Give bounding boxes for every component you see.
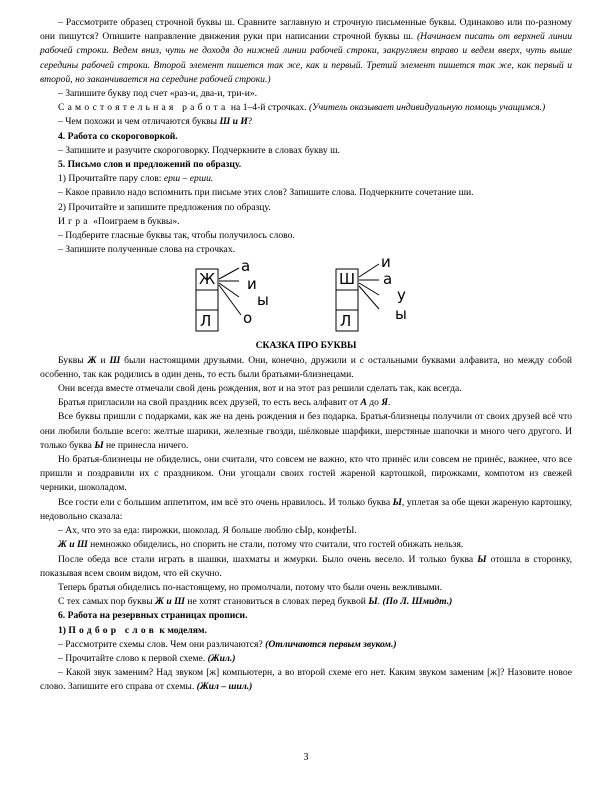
diagram-vowel: а — [241, 257, 251, 276]
text: – Рассмотрите схемы слов. Чем они различаются? — [58, 638, 266, 650]
spaced-text: Подбор слов — [68, 624, 158, 636]
diagram-vowel: ы — [257, 291, 269, 310]
spaced-text: Игра — [58, 215, 91, 227]
paragraph-rule: – Какое правило надо вспомнить при письме этих слов? Запишите слова. Подчеркните сочетание ши. — [58, 187, 474, 199]
paragraph-independent-work — [40, 101, 572, 115]
text: С тех самых пор буквы — [58, 596, 156, 608]
diagram-vowel: и — [247, 275, 257, 294]
diagram-bottom-letter: Л — [200, 312, 212, 331]
text: 1) — [58, 624, 69, 636]
paragraph-pick-vowels: – Подберите гласные буквы так, чтобы получилось слово. — [58, 230, 295, 242]
text: ? — [247, 116, 253, 128]
word-diagram-zh — [195, 259, 315, 335]
word-diagram-sh — [335, 253, 455, 335]
paragraph-compare-letters — [40, 115, 572, 129]
bold-italic-text: Ш и И — [219, 116, 248, 128]
heading-reserve-pages: 6. Работа на резервных страницах прописи. — [58, 610, 248, 622]
paragraph-first-scheme — [40, 652, 572, 666]
letter: Ы — [392, 496, 402, 508]
text: Все буквы пришли с подарками, как же на день рождения и без подарка. Братья-близнецы получили от своих друзей всё что они любили больше всего: желтые шарики, железные гвозди, шёлковые шарфики, шерстяные шапочки и много чего другого. И только буква — [40, 411, 572, 451]
diagram-vowel: ы — [395, 305, 407, 324]
text: Буквы — [58, 354, 88, 366]
italic-answer: (Жил – шил.) — [196, 681, 253, 693]
text: – Чем похожи и чем отличаются буквы — [58, 116, 220, 128]
diagram-vowel: у — [397, 286, 406, 305]
story-paragraph — [40, 496, 572, 524]
page-number: 3 — [303, 752, 309, 763]
text: . — [377, 596, 383, 608]
text: не принесла ничего. — [103, 439, 189, 451]
text: и — [163, 596, 175, 608]
diagram-vowel: о — [243, 309, 253, 328]
story-title: СКАЗКА ПРО БУКВЫ — [255, 340, 357, 352]
paragraph-replace-sound — [40, 666, 572, 694]
text: немножко обиделись, но спорить не стали, потому что считали, что гостей обижать нельзя. — [87, 539, 464, 551]
heading-tongue-twister: 4. Работа со скороговоркой. — [58, 130, 178, 142]
text: Все гости ели с большим аппетитом, им всё это очень нравилось. И только буква — [58, 496, 393, 508]
letter: Ш — [76, 539, 88, 551]
paragraph-word-models — [40, 624, 572, 638]
letter: Я — [381, 397, 388, 409]
word-diagrams — [40, 253, 572, 335]
letter: Ы — [368, 596, 378, 608]
letter: Ш — [109, 354, 121, 366]
italic-answer: (Отличаются первым звуком.) — [265, 638, 397, 650]
heading-writing-words: 5. Письмо слов и предложений по образцу. — [58, 159, 242, 171]
story-paragraph — [40, 396, 572, 410]
document-page — [40, 16, 572, 695]
text: – Рассмотрите образец строчной буквы ш. Сравните заглавную и строчную письменные буквы. Одинаково или по-разному они пишутся? Опишите направление движения руки при написании строчной буквы ш. — [40, 17, 572, 43]
italic-answer: (Жил.) — [207, 652, 236, 664]
italic-note: (Учитель оказывает индивидуальную помощь учащимся.) — [308, 102, 546, 114]
text: . — [387, 397, 391, 409]
diagram-vowel: а — [383, 270, 393, 289]
text: отошла в сторонку, показывая всем своим видом, что ей скучно. — [40, 553, 572, 579]
text: и — [66, 539, 77, 551]
story-paragraph: Теперь братья обиделись по-настоящему, но промолчали, потому что были очень вежливыми. — [58, 581, 443, 593]
story-paragraph: – Ах, что это за еда: пирожки, шоколад. Я больше люблю сЫр, конфетЫ. — [58, 525, 357, 537]
letter: Ж — [87, 354, 97, 366]
letter: Ш — [174, 596, 185, 608]
paragraph-sentences: 2) Прочитайте и запишите предложения по образцу. — [58, 201, 271, 213]
diagram-top-letter: Ж — [199, 270, 216, 289]
citation: (По Л. Шмидт.) — [382, 596, 453, 608]
paragraph-game — [40, 215, 572, 229]
story-paragraph: Они всегда вместе отмечали свой день рождения, вот и на этот раз решили сделать так, как всегда. — [58, 383, 462, 395]
story-paragraph — [40, 538, 572, 552]
letter: Ж — [58, 539, 67, 551]
text: были настоящими друзьями. Они, конечно, дружили и с остальными буквами алфавита, но между собой особенно, так как родились в один день, то есть были братьями-близнецами. — [40, 354, 572, 380]
text: до — [366, 397, 382, 409]
text: на 1–4-й строчках. — [228, 102, 307, 114]
paragraph-word-pair — [40, 172, 572, 186]
paragraph-tongue-twister: – Запишите и разучите скороговорку. Подчеркните в словах букву ш. — [58, 144, 340, 156]
story-paragraph — [40, 553, 572, 581]
text: к моделям. — [157, 624, 207, 636]
diagram-top-letter: Ш — [339, 270, 356, 289]
letter: Ы — [477, 553, 487, 565]
letter: А — [360, 397, 367, 409]
text: – Прочитайте слово к первой схеме. — [58, 652, 208, 664]
text: не хотят становиться в словах перед буквой — [184, 596, 369, 608]
letter: Ж — [155, 596, 164, 608]
text: «Поиграем в буквы». — [90, 215, 180, 227]
story-paragraph — [40, 354, 572, 382]
paragraph-write-words: – Запишите полученные слова на строчках. — [58, 244, 236, 256]
text: Братья пригласили на свой праздник всех друзей, то есть весь алфавит от — [58, 397, 361, 409]
text: 1) Прочитайте пару слов: — [58, 173, 164, 185]
story-paragraph — [40, 410, 572, 453]
text: После обеда все стали играть в шашки, шахматы и жмурки. Было очень весело. И только буква — [58, 553, 478, 565]
diagram-vowel: и — [381, 253, 391, 272]
paragraph-schemes — [40, 638, 572, 652]
text: и — [96, 354, 110, 366]
story-paragraph — [40, 595, 572, 609]
text: , уплетая за обе щеки жареную картошку, недовольно сказала: — [40, 496, 572, 522]
italic-note: (Начинаем писать от верхней линии рабочей строки. Ведем вниз, чуть не доходя до нижней линии рабочей строки, закругляем вправо и ведем вверх, чуть выше середины рабочей строки. Второй элемент пишется так же, как и первый. Третий элемент пишется так же, как первый и второй, но заканчивается на середине рабочей строки.) — [40, 31, 573, 85]
spaced-text: Самостоятельная работа — [58, 102, 229, 114]
story-paragraph: Но братья-близнецы не обиделись, они считали, что совсем не важно, кто что принёс или совсем не принёс, важнее, что все пришли и поздравили их с праздником. Они угощали своих гостей жареной картошкой, пирожками, компотом из свежей черники, шоколадом. — [40, 454, 572, 494]
letter: Ы — [94, 439, 104, 451]
diagram-bottom-letter: Л — [340, 312, 352, 331]
paragraph-write-count: – Запишите букву под счет «раз-и, два-и, три-и». — [58, 88, 258, 100]
italic-text: ерш – ерши. — [163, 173, 214, 185]
paragraph-letter-sample — [40, 16, 572, 87]
text: – Какой звук заменим? Над звуком [ж] компьютерн, а во второй схеме его нет. Каким звуком заменим [ж]? Назовите новое слово. Запишите его справа от схемы. — [40, 667, 572, 693]
